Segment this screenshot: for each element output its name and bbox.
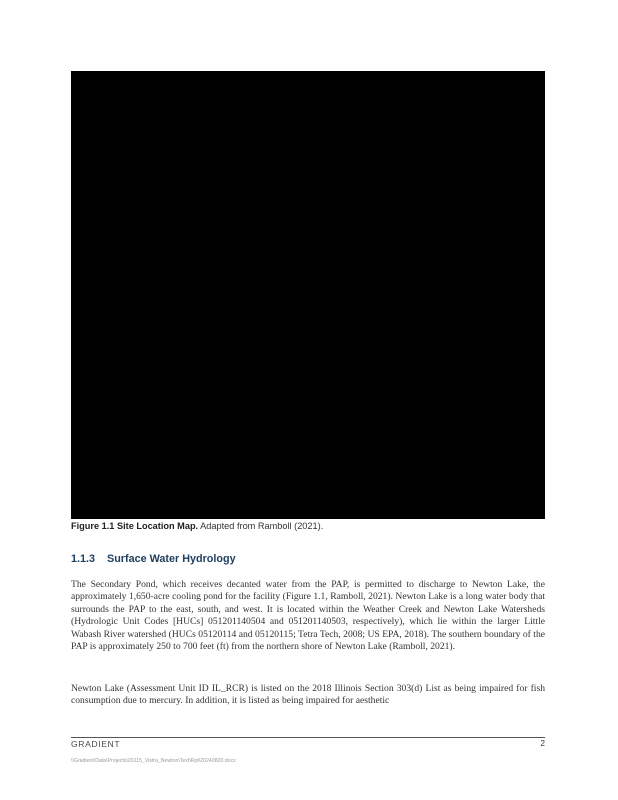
footer-divider — [71, 737, 545, 738]
section-number: 1.1.3 — [71, 553, 96, 565]
section-title: Surface Water Hydrology — [107, 553, 236, 565]
figure-caption-text: Adapted from Ramboll (2021). — [200, 521, 324, 531]
figure-caption-label: Figure 1.1 Site Location Map. — [71, 521, 199, 531]
paragraph-newton-lake: Newton Lake (Assessment Unit ID IL_RCR) is listed on the 2018 Illinois Section 303(d) List as being impaired for fish consumption due to mercury. In addition, it is listed as being impaired for aesthetic — [71, 683, 545, 707]
figure-caption — [71, 521, 323, 531]
paragraph-surface-water: The Secondary Pond, which receives decanted water from the PAP, is permitted to discharge to Newton Lake, the approximately 1,650-acre cooling pond for the facility (Figure 1.1, Ramboll, 2021). Newton Lake is a long water body that surrounds the PAP to the east, south, and west. It is located within the Weather Creek and Newton Lake Watersheds (Hydrologic Unit Codes [HUCs] 051201140504 and 051201140503, respectively), which lie within the larger Little Wabash River watershed (HUCs 05120114 and 05120115; Tetra Tech, 2008; US EPA, 2018). The southern boundary of the PAP is approximately 250 to 700 feet (ft) from the northern shore of Newton Lake (Ramboll, 2021). — [71, 579, 545, 653]
footer-file-path: \\Gradient\Data\Projects\20115_Vistra_Newton\Text\Rpt\20240820.docx — [71, 758, 236, 764]
footer-brand-logo: GRADIENT — [71, 739, 121, 749]
page-number: 2 — [540, 739, 545, 748]
site-location-map-figure — [71, 71, 545, 519]
section-heading — [71, 553, 236, 565]
